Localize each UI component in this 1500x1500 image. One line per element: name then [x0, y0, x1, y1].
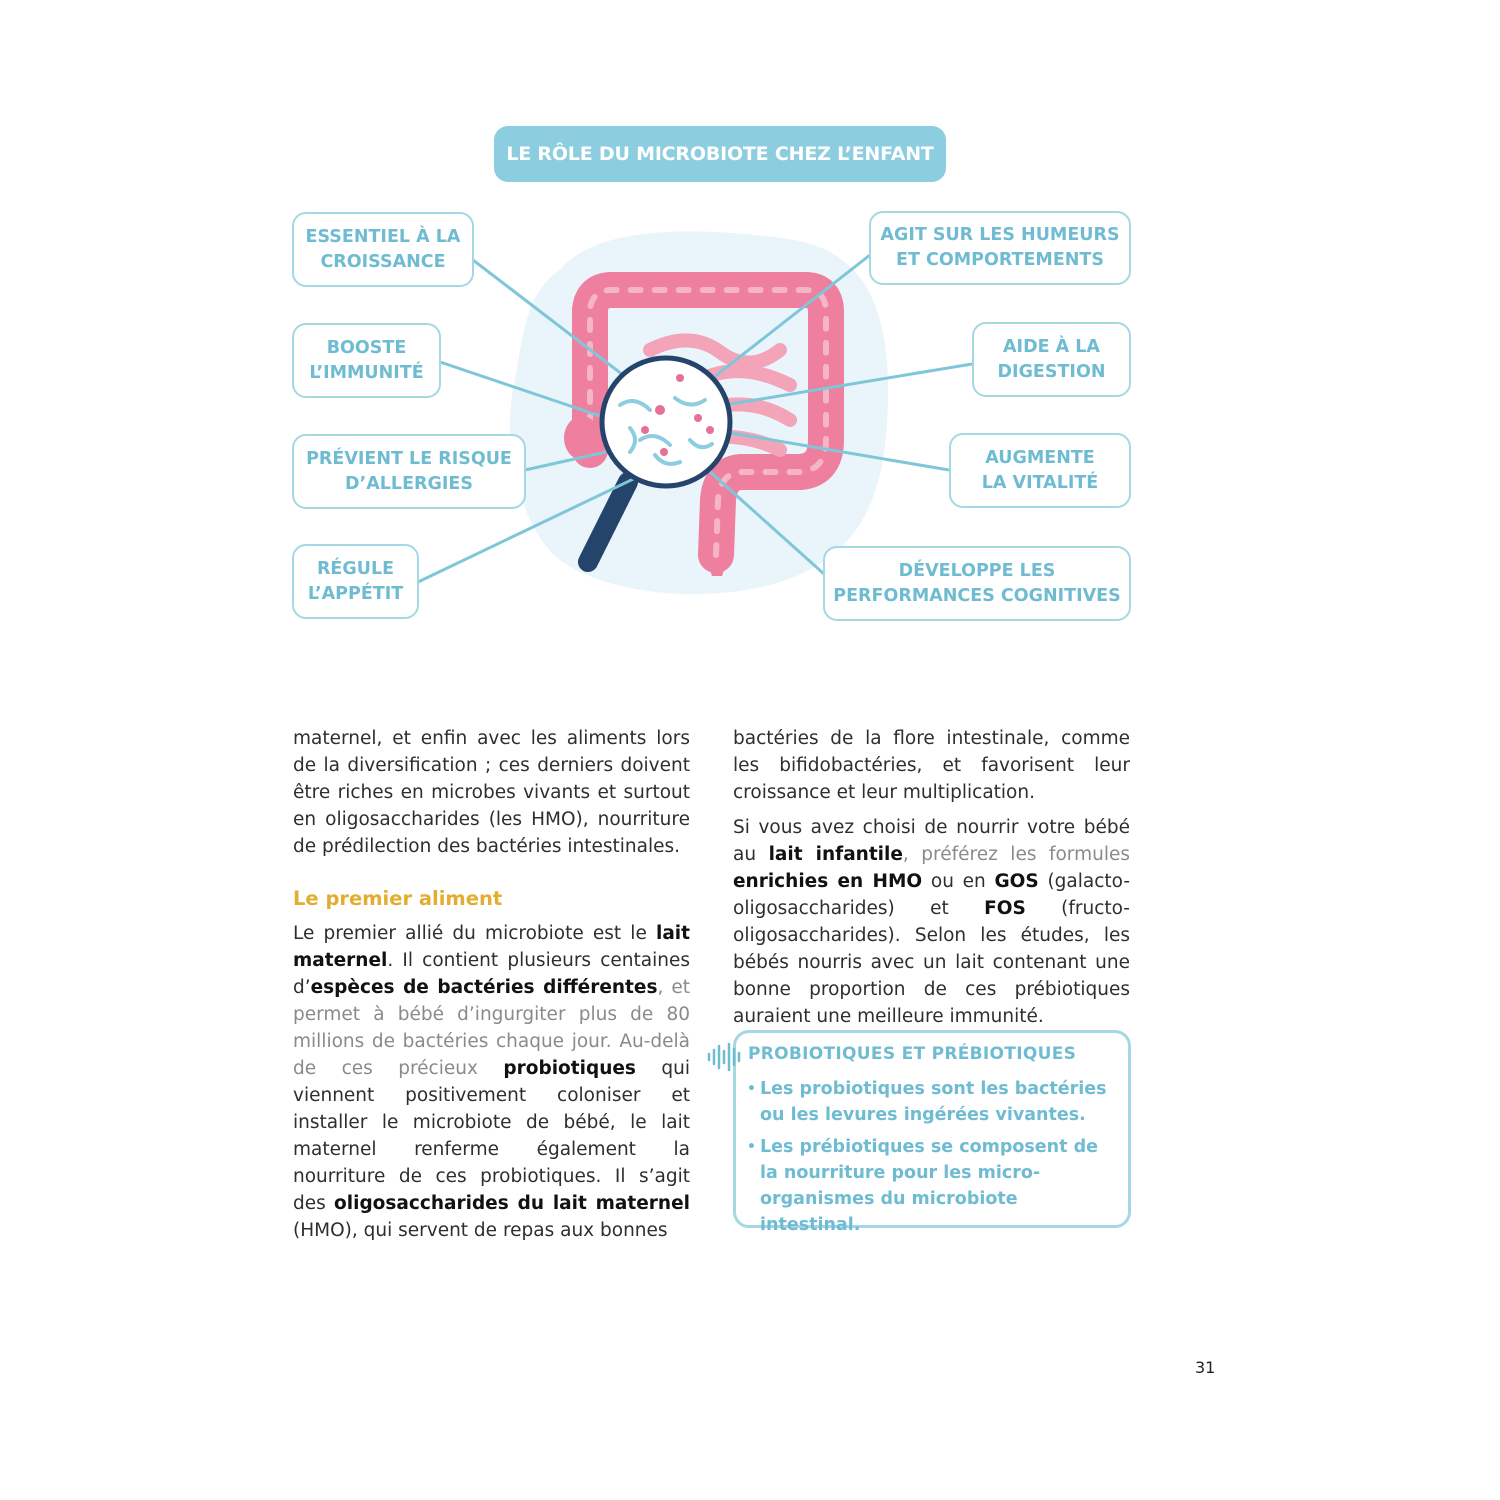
paragraph: Le premier allié du microbiote est le lait maternel. Il contient plusieurs centaines d’espèces de bactéries différentes, et permet à bébé d’ingurgiter plus de 80 millions de bactéries chaque jour. Au-delà de ces précieux probiotiques qui viennent positivement coloniser et installer le microbiote de bébé, le lait maternel renferme également la nourriture de ces probiotiques. Il s’agit des oligosaccharides du lait maternel (HMO), qui servent de repas aux bonnes: [293, 923, 690, 1241]
label-line: LA VITALITÉ: [981, 472, 1099, 493]
emphasis: GOS: [994, 871, 1039, 892]
label-digestion: [972, 322, 1131, 397]
emphasis: lait maternel: [293, 923, 690, 971]
label-line: L’IMMUNITÉ: [309, 362, 424, 383]
microbiota-diagram: [0, 0, 1500, 700]
label-humeurs: [869, 211, 1131, 285]
label-line: L’APPÉTIT: [307, 583, 404, 604]
label-line: RÉGULE: [316, 558, 395, 579]
label-line: DIGESTION: [997, 361, 1106, 382]
label-immunite: [292, 323, 441, 398]
label-line: AUGMENTE: [985, 447, 1095, 468]
label-line: D’ALLERGIES: [345, 473, 473, 494]
bullet-dot: •: [747, 1139, 756, 1155]
emphasis: lait infantile: [768, 844, 903, 865]
paragraph: Si vous avez choisi de nourrir votre bébé au lait infantile, préférez les formules enrichies en HMO ou en GOS (galacto-oligosaccharides) et FOS (fructo-oligosaccharides). Selon les études, les bébés nourris avec un lait contenant une bonne proportion de ces prébiotiques auraient une meilleure immunité.: [733, 817, 1131, 1027]
emphasis: espèces de bactéries différentes: [310, 977, 658, 998]
emphasis: enrichies en HMO: [733, 871, 923, 892]
magnifier-lens: [602, 358, 730, 486]
left-text-column: [293, 725, 690, 1244]
label-appetit: [292, 544, 419, 619]
section-heading: Le premier aliment: [293, 887, 503, 910]
paragraph: bactéries de la flore intestinale, comme les bifidobactéries, et favorisent leur croissance et leur multiplication.: [733, 728, 1130, 803]
diagram-title: LE RÔLE DU MICROBIOTE CHEZ L’ENFANT: [494, 126, 946, 182]
bullet-dot: •: [747, 1081, 756, 1097]
callout-bullet-1: • Les probiotiques sont les bactéries ou les levures ingérées vivantes.: [760, 1076, 1120, 1128]
label-line: AIDE À LA: [1003, 336, 1100, 357]
callout-bullet-2: • Les prébiotiques se composent de la nourriture pour les micro-organismes du microbiote intestinal.: [760, 1134, 1120, 1238]
sound-wave-icon: [706, 1042, 746, 1072]
label-line: DÉVELOPPE LES: [898, 560, 1056, 581]
label-vitalite: [949, 433, 1131, 508]
page-number: 31: [1195, 1358, 1216, 1377]
emphasis: oligosaccharides du lait maternel: [334, 1193, 690, 1214]
label-cognitives: [823, 546, 1131, 621]
label-line: ESSENTIEL À LA: [305, 226, 461, 247]
label-line: PERFORMANCES COGNITIVES: [833, 585, 1121, 606]
paragraph: maternel, et enfin avec les aliments lors de la diversification ; ces derniers doivent être riches en microbes vivants et surtout en oligosaccharides (les HMO), nourriture de prédilection des bactéries intestinales.: [293, 728, 690, 857]
label-line: CROISSANCE: [320, 251, 446, 272]
emphasis: FOS: [984, 898, 1026, 919]
right-text-column: [733, 725, 1130, 1030]
label-croissance: [292, 212, 474, 287]
label-line: AGIT SUR LES HUMEURS: [880, 225, 1120, 245]
label-line: BOOSTE: [326, 337, 407, 358]
label-line: PRÉVIENT LE RISQUE: [306, 448, 512, 469]
callout-title: PROBIOTIQUES ET PRÉBIOTIQUES: [748, 1044, 1077, 1064]
emphasis: probiotiques: [503, 1058, 636, 1079]
label-allergies: [292, 434, 526, 509]
label-line: ET COMPORTEMENTS: [896, 250, 1104, 270]
